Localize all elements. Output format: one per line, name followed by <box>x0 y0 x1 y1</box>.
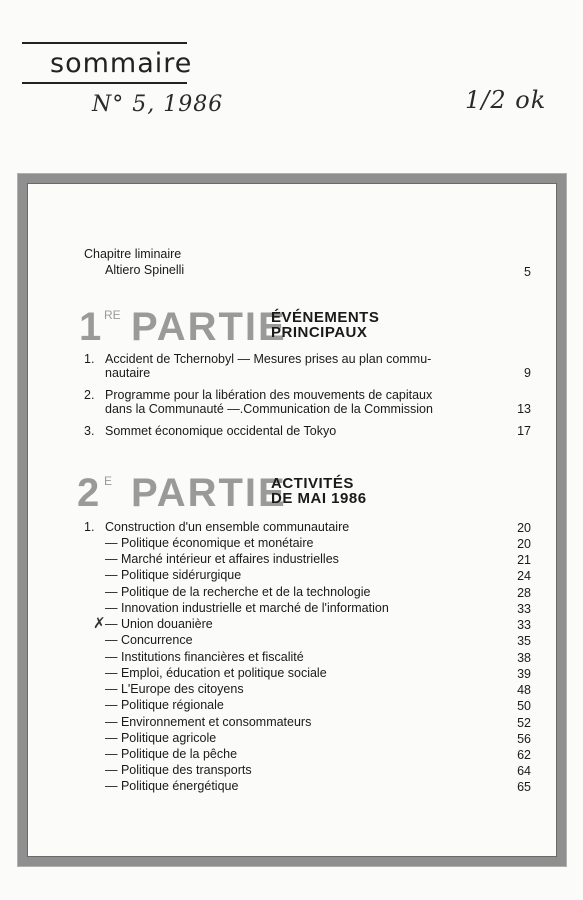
item-title-line2: dans la Communauté —.Communication de la Commission <box>105 402 433 416</box>
list-item: — Politique des transports <box>105 763 252 777</box>
list-item-page: 48 <box>517 683 531 697</box>
item-title-line2: nautaire <box>105 366 151 380</box>
list-item-page: 64 <box>517 764 531 778</box>
page-title: sommaire <box>50 48 193 79</box>
list-item-page: 56 <box>517 732 531 746</box>
list-item: — Politique économique et monétaire <box>105 536 314 550</box>
list-item-page: 35 <box>517 634 531 648</box>
item-page: 17 <box>517 424 531 438</box>
item-page: 13 <box>517 402 531 416</box>
section-number: 1. <box>84 520 95 534</box>
partie1-word: PARTIE <box>131 305 287 349</box>
handwritten-status-note: 1/2 ok <box>465 86 547 114</box>
header-rule-top <box>22 42 187 44</box>
partie2-subtitle-line2: DE MAI 1986 <box>271 490 367 507</box>
partie1-number: 1 <box>79 305 104 349</box>
list-item-page: 38 <box>517 651 531 665</box>
list-item: — Environnement et consommateurs <box>105 715 312 729</box>
partie1-subtitle-line1: ÉVÉNEMENTS <box>271 309 380 326</box>
liminaire-page: 5 <box>524 265 531 279</box>
item-number: 1. <box>84 352 95 366</box>
partie1-subtitle-line2: PRINCIPAUX <box>271 324 368 341</box>
list-item: — Emploi, éducation et politique sociale <box>105 666 327 680</box>
list-item-page: 33 <box>517 602 531 616</box>
contents-frame <box>18 174 566 866</box>
list-item: — L'Europe des citoyens <box>105 682 244 696</box>
list-item-page: 65 <box>517 780 531 794</box>
item-page: 9 <box>524 366 531 380</box>
header-rule-bottom <box>22 82 187 84</box>
list-item: — Politique de la pêche <box>105 747 238 761</box>
list-item: — Politique agricole <box>105 731 217 745</box>
partie2-subtitle-line1: ACTIVITÉS <box>271 475 354 492</box>
handwritten-issue-note: N° 5, 1986 <box>92 92 224 117</box>
list-item: — Politique énergétique <box>105 779 239 793</box>
list-item-page: 20 <box>517 537 531 551</box>
list-item-page: 39 <box>517 667 531 681</box>
section-title: Construction d'un ensemble communautaire <box>105 520 350 534</box>
list-item-page: 21 <box>517 553 531 567</box>
partie1-number-sup: RE <box>104 308 121 322</box>
item-title-line1: Sommet économique occidental de Tokyo <box>105 424 337 438</box>
partie2-number: 2 <box>77 471 102 515</box>
handwritten-check-mark: ✗ <box>93 614 106 632</box>
list-item-page: 62 <box>517 748 531 762</box>
list-item-page: 33 <box>517 618 531 632</box>
liminaire-label: Chapitre liminaire <box>84 247 182 261</box>
list-item: — Marché intérieur et affaires industrielles <box>105 552 339 566</box>
liminaire-author: Altiero Spinelli <box>105 263 185 277</box>
partie2-number-sup: E <box>104 474 113 488</box>
item-number: 3. <box>84 424 95 438</box>
list-item-page: 28 <box>517 586 531 600</box>
list-item-page: 24 <box>517 569 531 583</box>
item-title-line1: Accident de Tchernobyl — Mesures prises au plan commu- <box>105 352 432 366</box>
list-item-page: 52 <box>517 716 531 730</box>
partie2-word: PARTIE <box>131 471 287 515</box>
list-item: — Innovation industrielle et marché de l'information <box>105 601 389 615</box>
list-item: — Concurrence <box>105 633 193 647</box>
list-item: — Union douanière <box>105 617 213 631</box>
list-item: — Politique régionale <box>105 698 224 712</box>
list-item: — Politique sidérurgique <box>105 568 242 582</box>
list-item: — Politique de la recherche et de la technologie <box>105 585 371 599</box>
list-item-page: 50 <box>517 699 531 713</box>
item-title-line1: Programme pour la libération des mouvements de capitaux <box>105 388 433 402</box>
section-page: 20 <box>517 521 531 535</box>
item-number: 2. <box>84 388 95 402</box>
list-item: — Institutions financières et fiscalité <box>105 650 304 664</box>
